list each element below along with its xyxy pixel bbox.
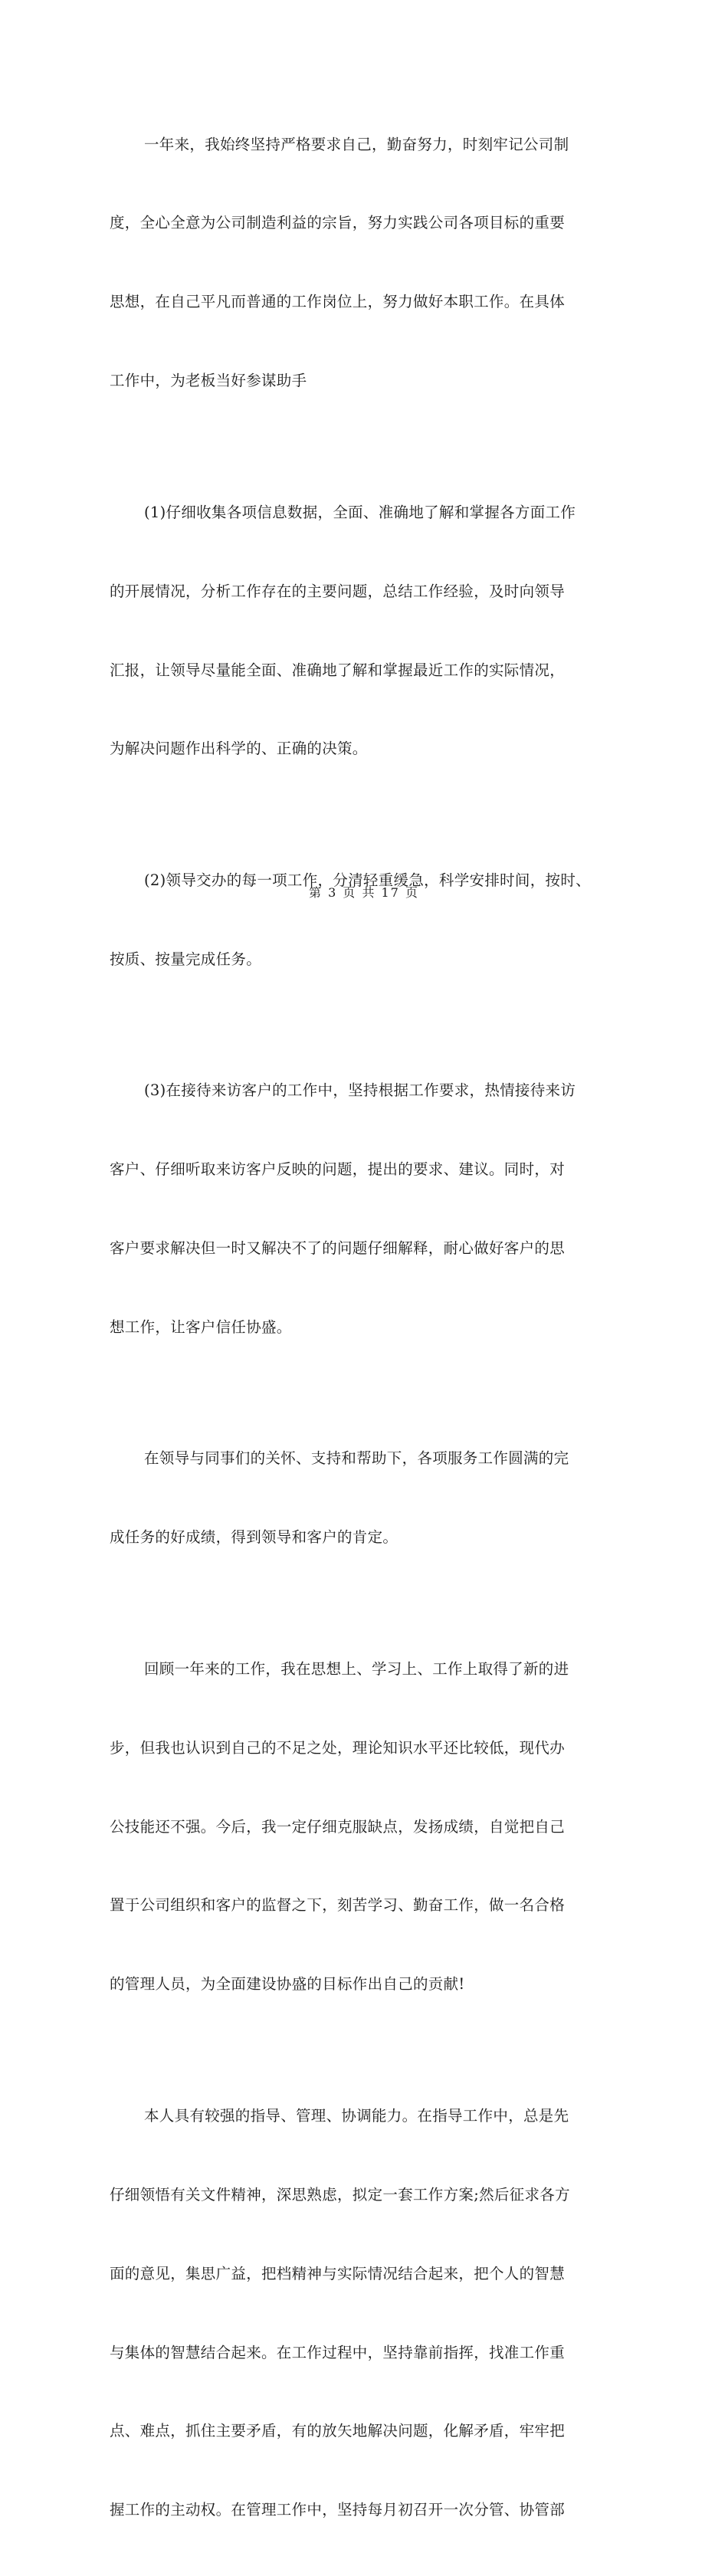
- text-line: (3)在接待来访客户的工作中，坚持根据工作要求，热情接待来访: [144, 1081, 576, 1100]
- text-line: 公技能还不强。今后，我一定仔细克服缺点，发扬成绩，自觉把自己: [110, 1817, 566, 1836]
- paragraph-1: [110, 79, 631, 447]
- text-line: 点、难点，抓住主要矛盾，有的放矢地解决问题，化解矛盾，牢牢把: [110, 2422, 566, 2440]
- text-line: 客户要求解决但一时又解决不了的问题仔细解释，耐心做好客户的思: [110, 1239, 566, 1258]
- paragraph-5: [110, 1393, 631, 1603]
- paragraph-3: [110, 815, 631, 1025]
- text-line: 度，全心全意为公司制造利益的宗旨，努力实践公司各项目标的重要: [110, 214, 566, 232]
- text-line: 仔细领悟有关文件精神，深思熟虑，拟定一套工作方案;然后征求各方: [110, 2185, 570, 2204]
- text-line: (1)仔细收集各项信息数据，全面、准确地了解和掌握各方面工作: [144, 503, 576, 521]
- text-line: (2)领导交办的每一项工作，分清轻重缓急，科学安排时间，按时、: [144, 871, 591, 889]
- text-line: 为解决问题作出科学的、正确的决策。: [110, 740, 368, 758]
- page-number-footer: 第 3 页 共 17 页: [309, 885, 419, 900]
- text-line: 握工作的主动权。在管理工作中，坚持每月初召开一次分管、协管部: [110, 2501, 566, 2519]
- paragraph-6: [110, 1603, 631, 2050]
- text-line: 置于公司组织和客户的监督之下，刻苦学习、勤奋工作，做一名合格: [110, 1896, 566, 1915]
- text-line: 成任务的好成绩，得到领导和客户的肯定。: [110, 1528, 398, 1547]
- text-line: 工作中，为老板当好参谋助手: [110, 372, 307, 390]
- text-line: 想工作，让客户信任协盛。: [110, 1318, 292, 1336]
- text-line: 一年来，我始终坚持严格要求自己，勤奋努力，时刻牢记公司制: [144, 135, 569, 153]
- text-line: 的管理人员，为全面建设协盛的目标作出自己的贡献!: [110, 1975, 465, 1994]
- document-body: [110, 79, 631, 2576]
- text-line: 思想，在自己平凡而普通的工作岗位上，努力做好本职工作。在具体: [110, 293, 566, 311]
- paragraph-4: [110, 1025, 631, 1393]
- text-line: 本人具有较强的指导、管理、协调能力。在指导工作中，总是先: [144, 2106, 569, 2125]
- text-line: 汇报，让领导尽量能全面、准确地了解和掌握最近工作的实际情况，: [110, 661, 566, 679]
- text-line: 与集体的智慧结合起来。在工作过程中，坚持靠前指挥，找准工作重: [110, 2343, 566, 2361]
- paragraph-2: [110, 447, 631, 815]
- text-line: 按质、按量完成任务。: [110, 950, 262, 968]
- text-line: 步，但我也认识到自己的不足之处，理论知识水平还比较低，现代办: [110, 1738, 566, 1757]
- text-line: 面的意见，集思广益，把档精神与实际情况结合起来，把个人的智慧: [110, 2264, 566, 2282]
- text-line: 的开展情况，分析工作存在的主要问题，总结工作经验，及时向领导: [110, 582, 566, 600]
- paragraph-7: [110, 2050, 631, 2576]
- text-line: 回顾一年来的工作，我在思想上、学习上、工作上取得了新的进: [144, 1659, 569, 1678]
- text-line: 客户、仔细听取来访客户反映的问题，提出的要求、建议。同时，对: [110, 1160, 566, 1179]
- text-line: 在领导与同事们的关怀、支持和帮助下，各项服务工作圆满的完: [144, 1449, 569, 1468]
